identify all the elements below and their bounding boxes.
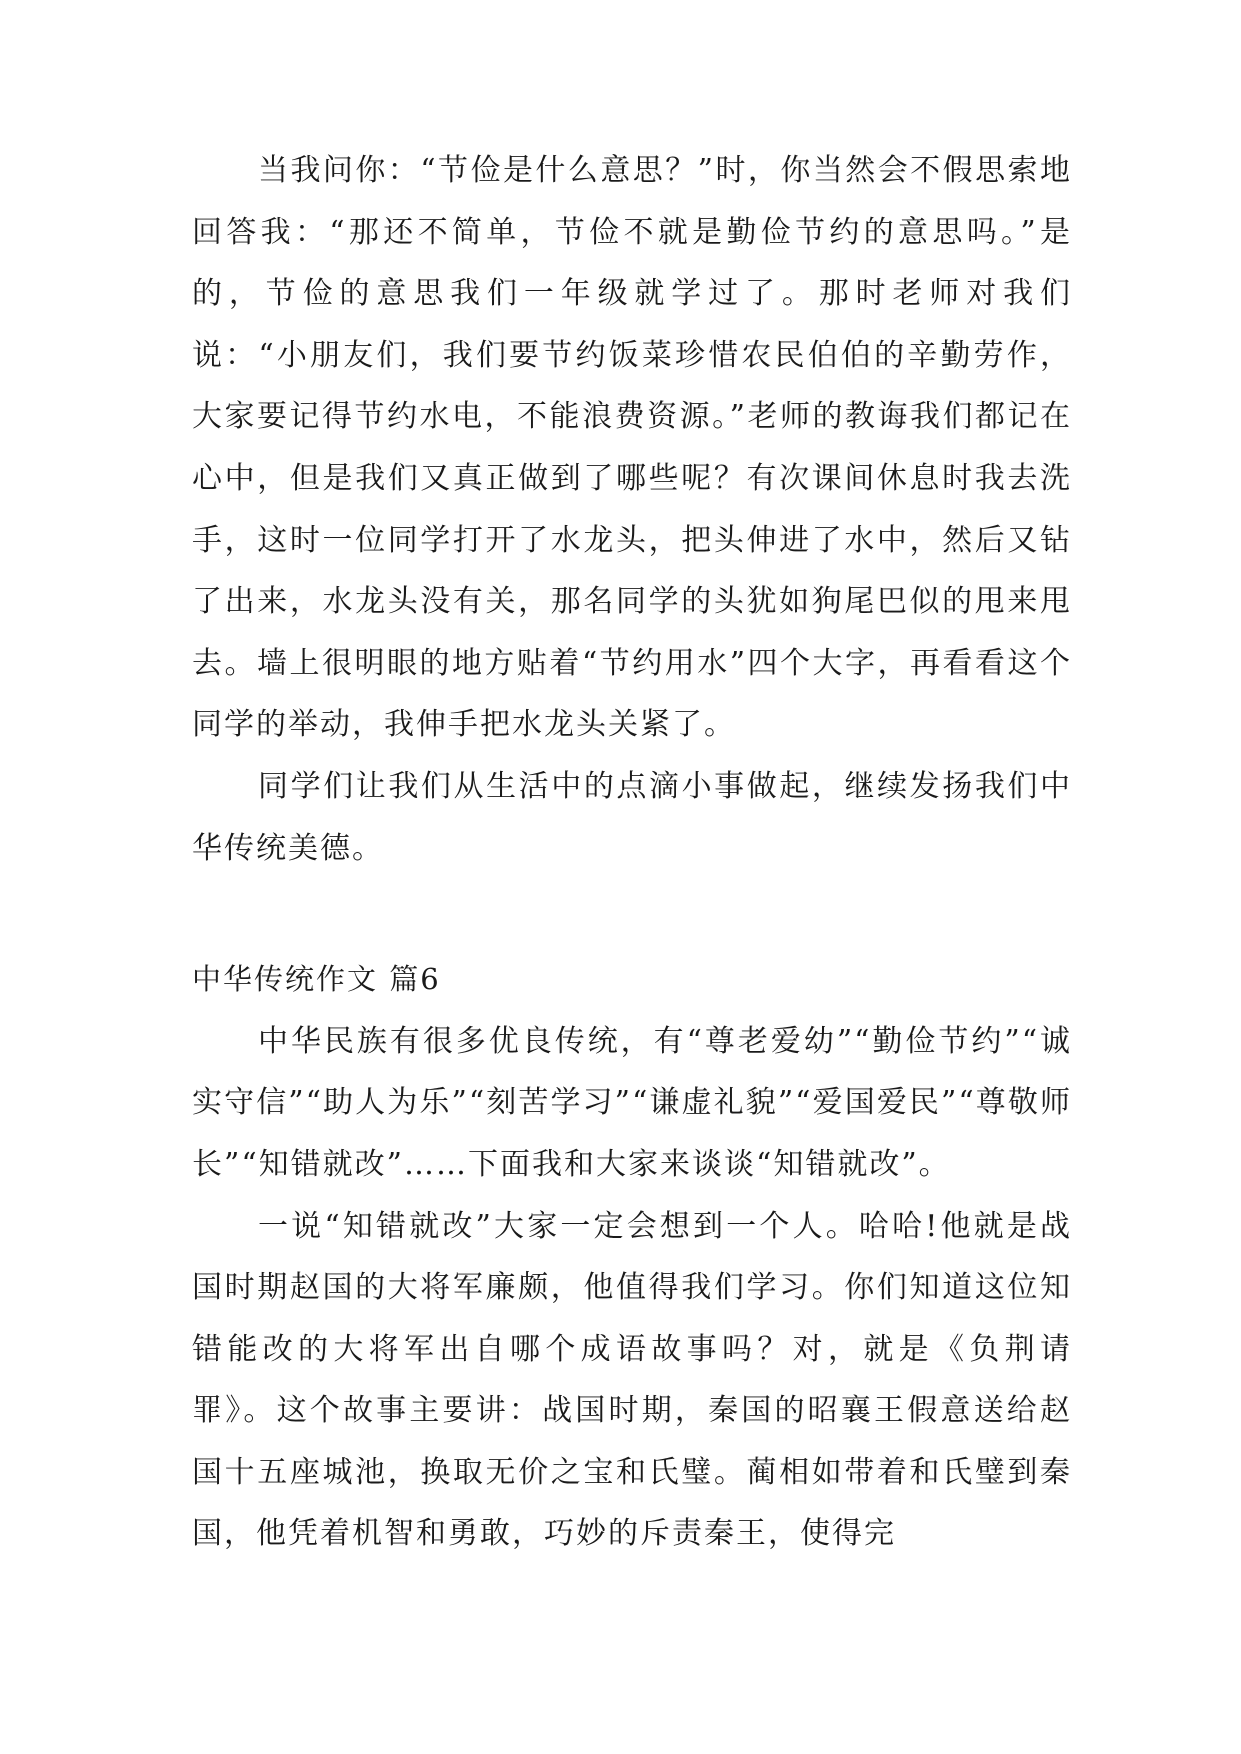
paragraph-traditions-list: 中华民族有很多优良传统，有“尊老爱幼”“勤俭节约”“诚实守信”“助人为乐”“刻苦学习”“谦虚礼貌”“爱国爱民”“尊敬师长”“知错就改”……下面我和大家来谈谈“知错就改”。 xyxy=(192,1023,1072,1182)
essay-heading: 中华传统作文 篇6 xyxy=(192,962,441,997)
paragraph-saving-water: 当我问你：“节俭是什么意思？”时，你当然会不假思索地回答我：“那还不简单，节俭不就是勤俭节约的意思吗。”是的，节俭的意思我们一年级就学过了。那时老师对我们说：“小朋友们，我们要节约饭菜珍惜农民伯伯的辛勤劳作，大家要记得节约水电，不能浪费资源。”老师的教诲我们都记在心中，但是我们又真正做到了哪些呢？有次课间休息时我去洗手，这时一位同学打开了水龙头，把头伸进了水中，然后又钻了出来，水龙头没有关，那名同学的头犹如狗尾巴似的甩来甩去。墙上很明眼的地方贴着“节约用水”四个大字，再看看这个同学的举动，我伸手把水龙头关紧了。 xyxy=(192,153,1072,743)
paragraph-call-to-action: 同学们让我们从生活中的点滴小事做起，继续发扬我们中华传统美德。 xyxy=(192,768,1072,866)
paragraph-lian-po-story: 一说“知错就改”大家一定会想到一个人。哈哈!他就是战国时期赵国的大将军廉颇，他值得我们学习。你们知道这位知错能改的大将军出自哪个成语故事吗？对，就是《负荆请罪》。这个故事主要讲：战国时期，秦国的昭襄王假意送给赵国十五座城池，换取无价之宝和氏璧。蔺相如带着和氏璧到秦国，他凭着机智和勇敢，巧妙的斥责秦王，使得完 xyxy=(192,1208,1072,1552)
document-body xyxy=(192,140,1072,1565)
